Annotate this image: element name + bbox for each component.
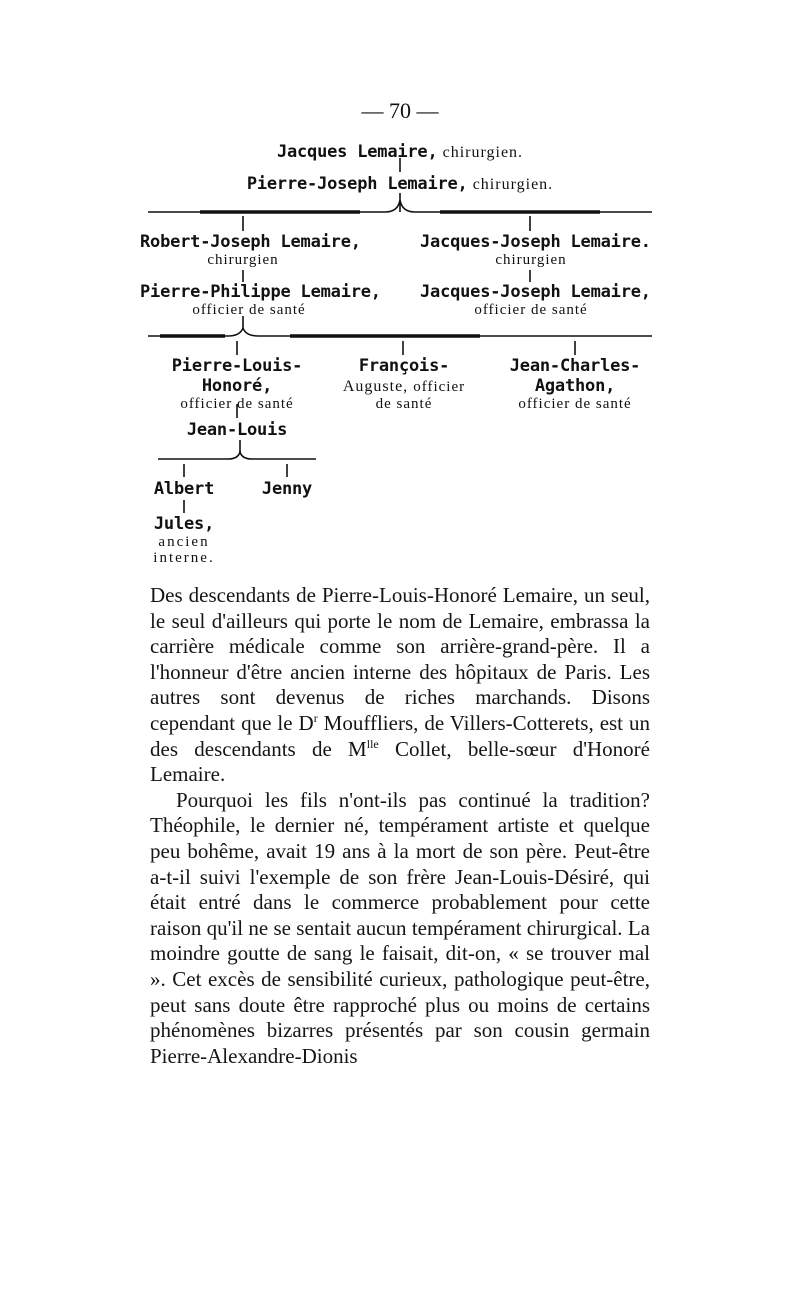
page-number: — 70 — [361,98,439,123]
gen8-name: Jules, [153,514,215,534]
gen3-left-entry [140,232,361,269]
gen4-left-role: officier de santé [192,302,306,318]
gen1-name: Jacques Lemaire, [276,142,438,162]
gen3-right-role: chirurgien [495,252,567,268]
gen1-role: chirurgien. [442,144,524,161]
gen5-1-role: officier de santé [180,396,294,412]
paragraph-1-sup-1: r [313,710,318,725]
gen8-entry [146,514,222,566]
paragraph-1 [150,583,650,788]
gen3-left-role: chirurgien [207,252,279,268]
gen5-entry-1 [160,356,314,413]
body-text [150,583,650,1069]
gen3-right-name: Jacques-Joseph Lemaire. [420,232,651,252]
gen8-role-line1: ancien [158,534,210,550]
gen5-1-name-line1: Pierre-Louis- [171,356,303,376]
paragraph-1-part-2: Mouffliers, de Villers-Cotterets, est un des descendants de M [150,710,650,761]
gen5-2-name-line1: François- [358,356,450,376]
gen5-2-role-inline: officier [413,379,466,395]
gen5-3-name-line1: Jean-Charles- [509,356,641,376]
gen5-entry-2 [326,356,482,413]
gen1-entry [250,142,550,162]
paragraph-1-part-1: Des descendants de Pierre-Louis-Honoré Lemaire, un seul, le seul d'ailleurs qui porte le nom de Lemaire, embrassa la carrière médicale comme son arrière-grand-père. Il a l'honneur d'être ancien interne des hôpitaux de Paris. Les autres sont devenus de riches marchands. Disons cependant que le D [150,583,650,735]
paragraph-1-part-3: Collet, belle-sœur d'Honoré Lemaire. [150,736,650,787]
gen5-3-role: officier de santé [518,396,632,412]
gen4-left-entry [140,282,381,319]
gen5-2-name-line2: Auguste, [342,378,409,395]
gen2-name: Pierre-Joseph Lemaire, [246,174,468,194]
gen2-entry [220,174,580,194]
gen5-entry-3 [500,356,650,413]
gen5-2-role: de santé [375,396,433,412]
paragraph-2: Pourquoi les fils n'ont-ils pas continué la tradition? Théophile, le dernier né, tempérament artiste et quelque peu bohême, avait 19 ans à la mort de son père. Peut-être a-t-il suivi l'exemple de son frère Jean-Louis-Désiré, qui était entré dans le commerce probablement pour cette raison qu'il ne se sentait aucun tempérament chirurgical. La moindre goutte de sang le faisait, dit-on, « se trouver mal ». Cet excès de sensibilité curieux, pathologique peut-être, peut sans doute être rapproché plus ou moins de certains phénomènes bizarres présentés par son cousin germain Pierre-Alexandre-Dionis [150,787,650,1068]
gen4-right-entry [420,282,651,319]
gen3-right-entry [420,232,651,269]
gen2-role: chirurgien. [472,176,554,193]
gen7-2-name: Jenny [261,479,313,499]
gen3-left-name: Robert-Joseph Lemaire, [140,232,361,252]
gen4-left-name: Pierre-Philippe Lemaire, [140,282,381,302]
gen4-right-role: officier de santé [474,302,588,318]
paragraph-1-sup-2: lle [366,736,379,751]
gen4-right-name: Jacques-Joseph Lemaire, [420,282,651,302]
gen7-entry-2 [252,479,322,499]
gen5-3-name-line2: Agathon, [534,376,616,396]
gen7-1-name: Albert [153,479,215,499]
gen8-role-line2: interne. [153,550,215,566]
gen7-entry-1 [146,479,222,499]
gen5-1-name-line2: Honoré, [201,376,273,396]
gen6-entry [170,420,304,440]
gen6-name: Jean-Louis [186,420,288,440]
